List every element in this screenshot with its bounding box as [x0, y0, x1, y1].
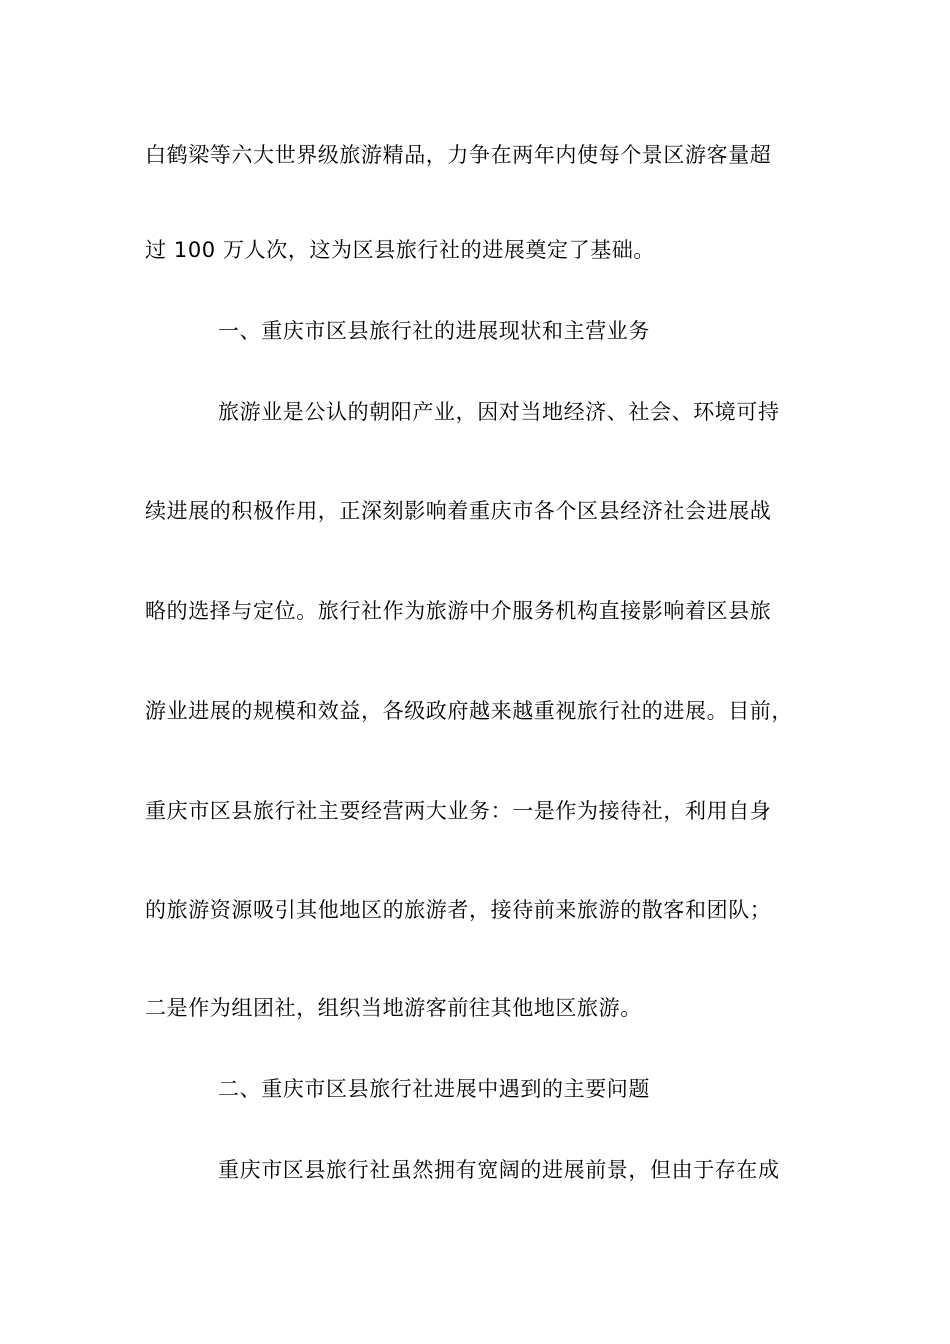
paragraph-line: 旅游业是公认的朝阳产业，因对当地经济、社会、环境可持	[218, 400, 780, 424]
paragraph-line: 的旅游资源吸引其他地区的旅游者，接待前来旅游的散客和团队；	[145, 898, 772, 922]
paragraph-line: 二是作为组团社，组织当地游客前往其他地区旅游。	[145, 996, 642, 1020]
paragraph-line: 白鹤梁等六大世界级旅游精品，力争在两年内使每个景区游客量超	[145, 143, 772, 167]
paragraph-line: 续进展的积极作用，正深刻影响着重庆市各个区县经济社会进展战	[145, 499, 772, 523]
paragraph-line: 重庆市区县旅行社虽然拥有宽阔的进展前景，但由于存在成	[218, 1158, 780, 1182]
paragraph-line: 略的选择与定位。旅行社作为旅游中介服务机构直接影响着区县旅	[145, 599, 772, 623]
section-heading: 二、重庆市区县旅行社进展中遇到的主要问题	[218, 1077, 650, 1101]
paragraph-line: 游业进展的规模和效益，各级政府越来越重视旅行社的进展。目前，	[145, 699, 793, 723]
section-heading: 一、重庆市区县旅行社的进展现状和主营业务	[218, 319, 650, 343]
paragraph-line: 重庆市区县旅行社主要经营两大业务：一是作为接待社，利用自身	[145, 799, 772, 823]
paragraph-line: 过 100 万人次，这为区县旅行社的进展奠定了基础。	[145, 238, 656, 262]
